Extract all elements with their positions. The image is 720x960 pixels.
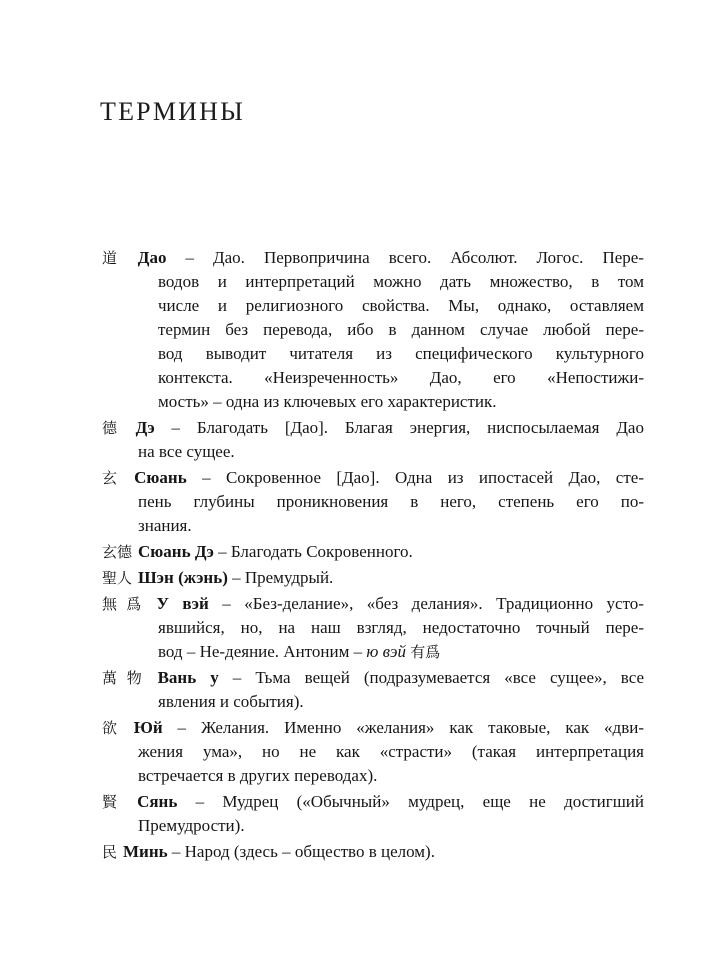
entry-first-line (102, 790, 644, 814)
definition-text: – Премудрый. (227, 568, 334, 587)
hanzi-glyph: 聖人 (102, 569, 133, 587)
glossary-entry-min (102, 840, 644, 864)
definition-text: – Тьма вещей (подразумевается «все сущее», все (218, 668, 644, 687)
term: Вань у (157, 668, 219, 687)
term: У вэй (156, 594, 209, 613)
definition-line: знания. (138, 516, 192, 535)
term: Юй (133, 718, 163, 737)
definition-text: – Сокровенное [Дао]. Одна из ипостасей Дао, сте- (186, 468, 644, 487)
hanzi-glyph: 賢 (102, 793, 132, 811)
term: Дао (137, 248, 167, 267)
glossary-entry-xuan-de (102, 540, 644, 564)
definition-text: – Желания. Именно «желания» как таковые, как «дви- (162, 718, 644, 737)
glossary-entry-shen-zhen (102, 566, 644, 590)
glossary-entry-yui (102, 716, 644, 788)
entry-first-line (102, 666, 644, 690)
definition-line: явшийся, но, на наш взгляд, недостаточно точный пере- (158, 618, 644, 637)
definition-line: вод выводит читателя из специфического культурного (158, 344, 644, 363)
definition-line: водов и интерпретаций можно дать множество, в том (158, 272, 644, 291)
definition-line: на все сущее. (138, 442, 235, 461)
definition-text: – Благодать [Дао]. Благая энергия, ниспосылаемая Дао (154, 418, 644, 437)
definition-line: контекста. «Неизреченность» Дао, его «Непостижи- (158, 368, 644, 387)
glossary-entry-u-wei (102, 592, 644, 664)
hanzi-glyph: 玄德 (102, 543, 133, 561)
antonym-term: ю вэй (366, 642, 406, 661)
entry-first-line (102, 592, 644, 616)
glossary-entry-xuan (102, 466, 644, 538)
definition-line: пень глубины проникновения в него, степень его по- (138, 492, 644, 511)
hanzi-glyph: 欲 (102, 719, 128, 737)
term: Дэ (135, 418, 155, 437)
definition-text: вод – Не-деяние. Антоним – (158, 642, 367, 661)
glossary-entry-dao (102, 246, 644, 414)
hanzi-glyph: 德 (102, 419, 130, 437)
definition-line: явления и события). (158, 692, 304, 711)
entry-first-line (102, 246, 644, 270)
hanzi-glyph: 道 (102, 249, 132, 267)
entry-first-line (102, 540, 644, 564)
glossary-list (102, 246, 644, 866)
glossary-entry-wan-u (102, 666, 644, 714)
entry-first-line (102, 466, 644, 490)
term: Сянь (137, 792, 178, 811)
glossary-entry-de (102, 416, 644, 464)
definition-line: жения ума», но не как «страсти» (такая интерпретация (138, 742, 644, 761)
definition-line: встречается в других переводах). (138, 766, 378, 785)
term: Шэн (жэнь) (138, 568, 228, 587)
definition-line (158, 640, 644, 664)
definition-text: – «Без-делание», «без делания». Традиционно усто- (208, 594, 644, 613)
term: Сюань (134, 468, 187, 487)
term: Минь (123, 842, 168, 861)
definition-line: мость» – одна из ключевых его характеристик. (158, 392, 497, 411)
hanzi-glyph: 無爲 (102, 595, 151, 613)
definition-text: – Народ (здесь – общество в целом). (167, 842, 435, 861)
antonym-hanzi: 有爲 (410, 643, 441, 661)
definition-text: – Дао. Первопричина всего. Абсолют. Логос. Пере- (166, 248, 644, 267)
definition-text: – Мудрец («Обычный» мудрец, еще не достигший (177, 792, 644, 811)
page-title: ТЕРМИНЫ (100, 97, 245, 126)
term: Сюань Дэ (138, 542, 214, 561)
glossary-entry-xian (102, 790, 644, 838)
hanzi-glyph: 民 (102, 843, 118, 861)
definition-line: Премудрости). (138, 816, 245, 835)
entry-first-line (102, 566, 644, 590)
entry-first-line (102, 716, 644, 740)
entry-first-line (102, 840, 644, 864)
entry-first-line (102, 416, 644, 440)
hanzi-glyph: 萬物 (102, 669, 152, 687)
definition-line: термин без перевода, ибо в данном случае любой пере- (158, 320, 644, 339)
definition-line: числе и религиозного свойства. Мы, однако, оставляем (158, 296, 644, 315)
definition-text: – Благодать Сокровенного. (213, 542, 413, 561)
hanzi-glyph: 玄 (102, 469, 129, 487)
